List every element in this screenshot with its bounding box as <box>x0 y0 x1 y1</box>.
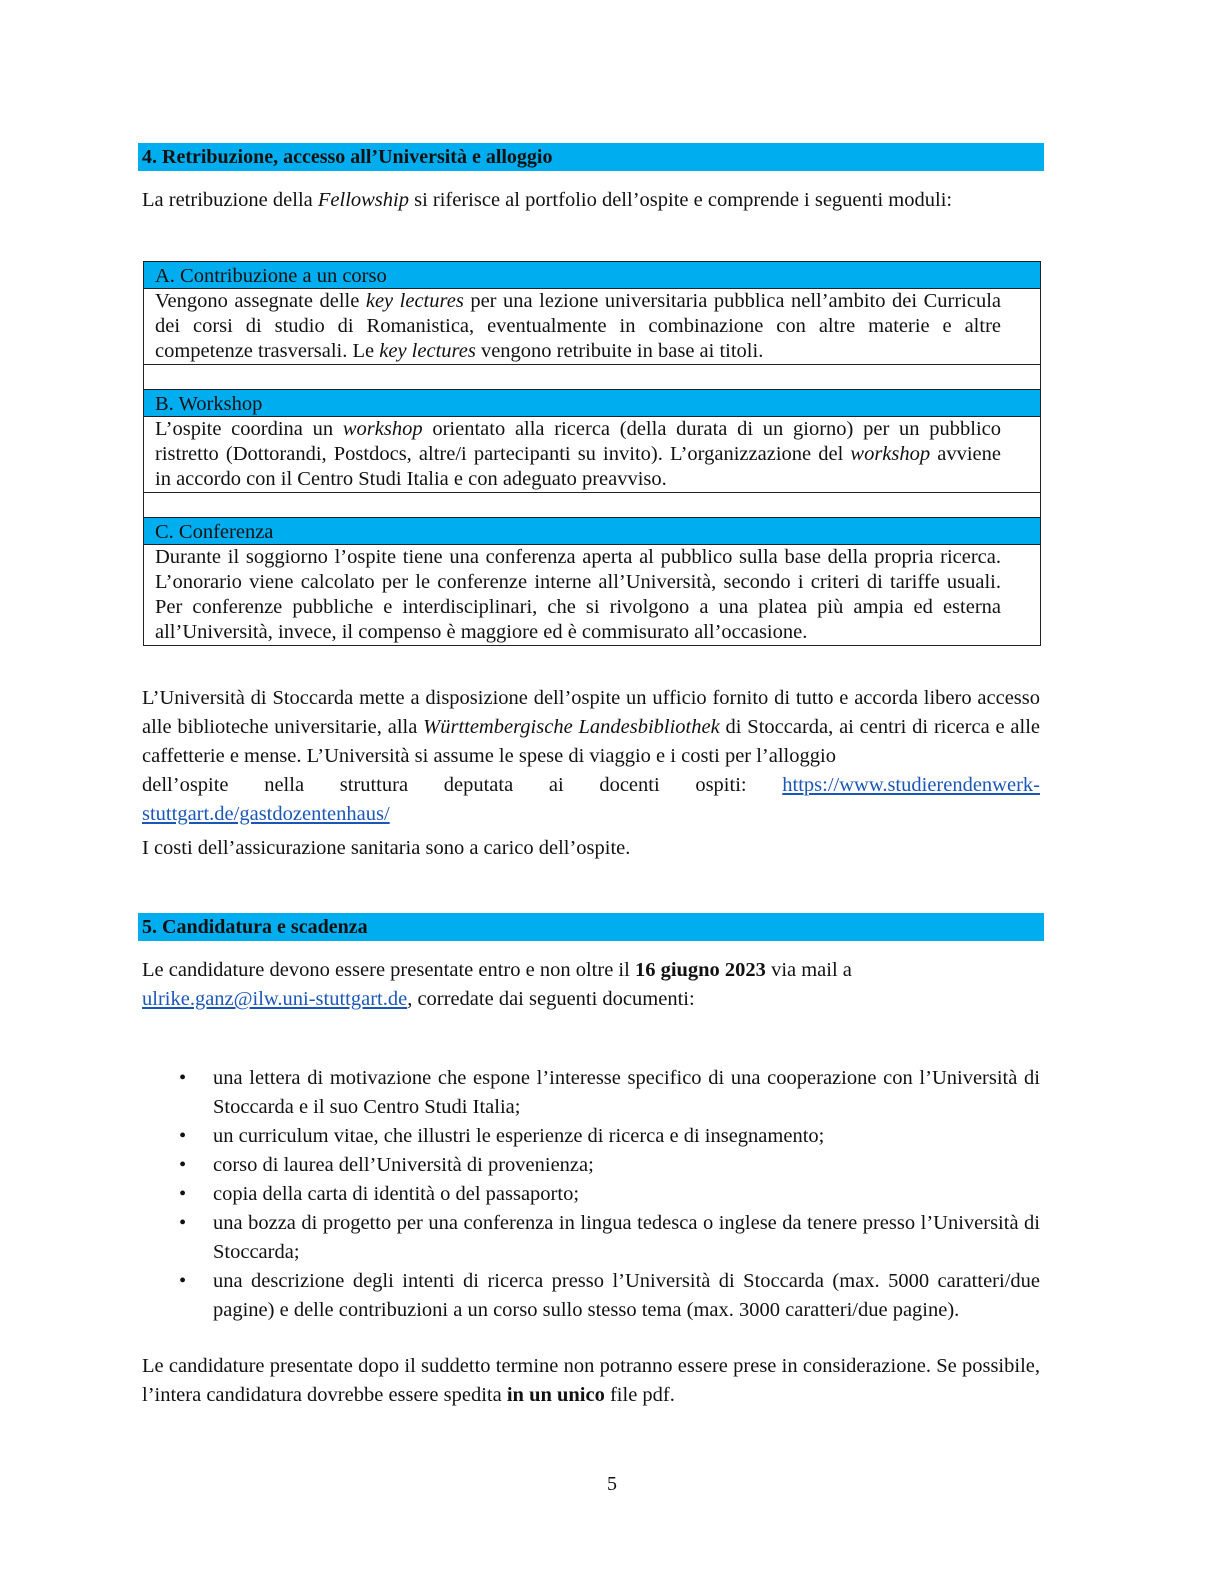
list-item: • una lettera di motivazione che espone l’interesse specifico di una cooperazione con l’Università di Stoccarda e il suo Centro Studi Italia; <box>142 1064 1040 1122</box>
list-item: • una descrizione degli intenti di ricerca presso l’Università di Stoccarda (max. 5000 caratteri/due pagine) e delle contribuzioni a un corso sullo stesso tema (max. 3000 caratteri/due pagine). <box>142 1267 1040 1325</box>
closing-paragraph: Le candidature presentate dopo il suddetto termine non potranno essere prese in considerazione. Se possibile, l’intera candidatura dovrebbe essere spedita in un unico file pdf. <box>142 1355 1040 1406</box>
module-c-text: Durante il soggiorno l’ospite tiene una conferenza aperta al pubblico sulla base della propria ricerca. L’onorario viene calcolato per le conferenze interne all’Università, secondo i criteri di tariffe usuali. Per conferenze pubbliche e interdisciplinari, che si rivolgono a una platea più ampia ed esterna all’Università, invece, il compenso è maggiore ed è commisurato all’occasione. <box>155 546 1001 643</box>
access-paragraph-link-line: dell’ospite nella struttura deputata ai docenti ospiti: https://www.studierendenwerk- <box>142 774 1040 796</box>
modules-table <box>143 261 1041 646</box>
bullet-icon: • <box>179 1183 187 1205</box>
insurance-note: I costi dell’assicurazione sanitaria sono a carico dell’ospite. <box>142 837 631 859</box>
bullet-icon: • <box>179 1212 187 1234</box>
module-b-title: B. Workshop <box>144 390 1040 417</box>
page-number: 5 <box>607 1473 617 1495</box>
section-4-intro: La retribuzione della Fellowship si riferisce al portfolio dell’ospite e comprende i seguenti moduli: <box>142 189 953 211</box>
list-item: • copia della carta di identità o del passaporto; <box>142 1180 1040 1209</box>
bullet-icon: • <box>179 1154 187 1176</box>
module-b-text: L’ospite coordina un workshop orientato alla ricerca (della durata di un giorno) per un pubblico ristretto (Dottorandi, Postdocs, altre/i partecipanti su invito). L’organizzazione del workshop avviene in accordo con il Centro Studi Italia e con adeguato preavviso. <box>144 417 1040 493</box>
module-a-title: A. Contribuzione a un corso <box>144 262 1040 289</box>
bullet-icon: • <box>179 1270 187 1292</box>
table-spacer-row <box>144 365 1040 390</box>
list-item: • corso di laurea dell’Università di provenienza; <box>142 1151 1040 1180</box>
module-c-title: C. Conferenza <box>144 518 1040 545</box>
section-4-heading: 4. Retribuzione, accesso all’Università e alloggio <box>138 143 1044 171</box>
section-5-heading: 5. Candidatura e scadenza <box>138 913 1044 941</box>
required-documents-list <box>142 1064 1040 1325</box>
access-paragraph-link-line-2 <box>142 800 1040 829</box>
studierendenwerk-link-part1[interactable]: https://www.studierendenwerk- <box>782 774 1040 796</box>
email-link[interactable]: ulrike.ganz@ilw.uni-stuttgart.de <box>142 988 408 1010</box>
bullet-icon: • <box>179 1067 187 1089</box>
module-a-text: Vengono assegnate delle key lectures per una lezione universitaria pubblica nell’ambito dei Curricula dei corsi di studio di Romanistica, eventualmente in combinazione con altre materie e altre competenze trasversali. Le key lectures vengono retribuite in base ai titoli. <box>144 289 1040 365</box>
list-item: • un curriculum vitae, che illustri le esperienze di ricerca e di insegnamento; <box>142 1122 1040 1151</box>
access-paragraph: L’Università di Stoccarda mette a disposizione dell’ospite un ufficio fornito di tutto e accorda libero accesso alle biblioteche universitarie, alla Württembergische Landesbibliothek di Stoccarda, ai centri di ricerca e alle caffetterie e mense. L’Università si assume le spese di viaggio e i costi per l’alloggio <box>142 687 1041 767</box>
list-item: • una bozza di progetto per una conferenza in lingua tedesca o inglese da tenere presso l’Università di Stoccarda; <box>142 1209 1040 1267</box>
bullet-icon: • <box>179 1125 187 1147</box>
studierendenwerk-link-part2[interactable]: stuttgart.de/gastdozentenhaus/ <box>142 803 390 825</box>
table-spacer-row <box>144 493 1040 518</box>
section-5-intro: Le candidature devono essere presentate entro e non oltre il 16 giugno 2023 via mail a ulrike.ganz@ilw.uni-stuttgart.de, corredate dai seguenti documenti: <box>142 959 852 1010</box>
deadline-date: 16 giugno 2023 <box>634 959 766 981</box>
